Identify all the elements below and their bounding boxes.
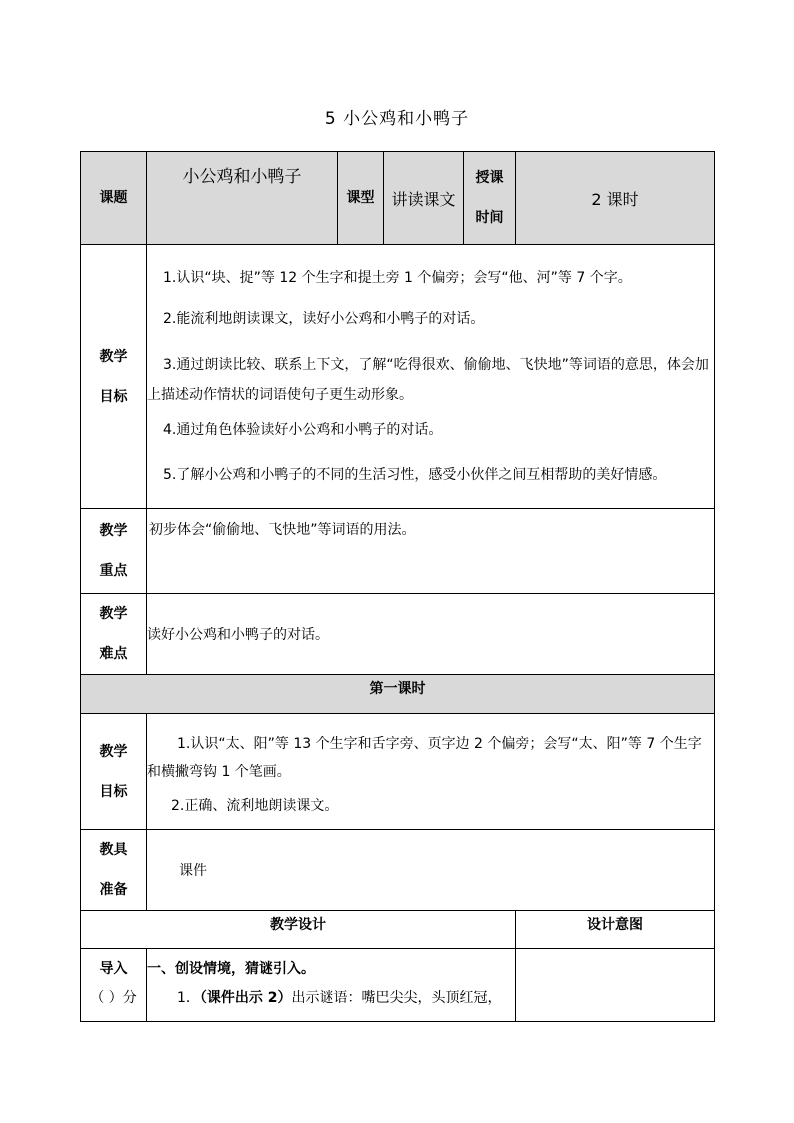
time-label-line1: 授课	[475, 170, 504, 186]
difficulty-label	[81, 594, 147, 675]
goal-item-4: 4.通过角色体验读好小公鸡和小鸭子的对话。	[163, 422, 443, 438]
intent-column-header: 设计意图	[516, 911, 715, 949]
section-heading: 一、创设情境，猜谜引入。	[147, 961, 315, 977]
period-one-title: 第一课时	[81, 675, 715, 714]
period-one-goals-label	[81, 714, 147, 830]
design-column-header: 教学设计	[81, 911, 516, 949]
keypoint-label	[81, 509, 147, 594]
period-one-goals-label-line1: 教学	[99, 743, 128, 760]
period-one-goal-1: 1.认识“太、阳”等 13 个生字和舌字旁、页字边 2 个偏旁；会写“太、阳”等 7 个生字和横撇弯钩 1 个笔画。	[147, 735, 702, 780]
keypoint-label-line1: 教学	[99, 523, 128, 539]
tools-label-line2: 准备	[99, 882, 128, 898]
intro-label	[81, 949, 147, 1022]
time-label-line2: 时间	[475, 210, 504, 226]
header-row	[81, 152, 715, 245]
lesson-plan-table	[80, 151, 715, 1022]
step-1-text: 出示谜语：嘴巴尖尖，头顶红冠，	[291, 990, 502, 1006]
tools-label	[81, 830, 147, 911]
difficulty-row	[81, 594, 715, 675]
goals-label-line2: 目标	[99, 388, 128, 405]
time-label	[464, 152, 516, 245]
keypoint-text: 初步体会“偷偷地、飞快地”等词语的用法。	[147, 509, 715, 594]
goal-item-5: 5.了解小公鸡和小鸭子的不同的生活习性，感受小伙伴之间互相帮助的美好情感。	[163, 467, 667, 483]
goals-row	[81, 245, 715, 509]
intro-intent-cell	[516, 949, 715, 1022]
time-value: 2 课时	[516, 152, 715, 245]
design-header-row	[81, 911, 715, 949]
step-1-prefix: 1．	[177, 990, 200, 1006]
keypoint-row	[81, 509, 715, 594]
document-title: 5 小公鸡和小鸭子	[324, 109, 470, 129]
step-1	[147, 984, 515, 1013]
intro-minutes: （ ）分	[90, 990, 137, 1006]
keypoint-label-line2: 重点	[99, 563, 128, 579]
goal-item-1: 1.认识“块、捉”等 12 个生字和提土旁 1 个偏旁；会写“他、河”等 7 个字。	[163, 270, 632, 286]
intro-row	[81, 949, 715, 1022]
period-one-goals-text	[147, 714, 715, 830]
goal-item-2: 2.能流利地朗读课文，读好小公鸡和小鸭子的对话。	[163, 311, 485, 327]
tools-row	[81, 830, 715, 911]
lesson-title: 小公鸡和小鸭子	[147, 152, 338, 245]
type-value: 讲读课文	[384, 152, 464, 245]
type-label: 课型	[338, 152, 384, 245]
period-one-goal-2: 2.正确、流利地朗读课文。	[171, 797, 339, 814]
difficulty-label-line2: 难点	[99, 646, 128, 662]
intro-content	[147, 949, 516, 1022]
period-one-row	[81, 675, 715, 714]
goals-label-line1: 教学	[99, 348, 128, 365]
lesson-label: 课题	[81, 152, 147, 245]
difficulty-text: 读好小公鸡和小鸭子的对话。	[147, 594, 715, 675]
goal-item-3: 3.通过朗读比较、联系上下文，了解“吃得很欢、偷偷地、飞快地”等词语的意思，体会加上描述动作情状的词语使句子更生动形象。	[147, 357, 709, 403]
period-one-goals-row	[81, 714, 715, 830]
tools-label-line1: 教具	[99, 842, 128, 858]
period-one-goals-label-line2: 目标	[99, 783, 128, 800]
step-1-bold: （课件出示 2）	[199, 990, 292, 1006]
goals-label	[81, 245, 147, 509]
goals-list	[147, 245, 715, 509]
tools-value: 课件	[147, 830, 715, 911]
difficulty-label-line1: 教学	[99, 606, 128, 622]
intro-label-text: 导入	[99, 961, 128, 977]
